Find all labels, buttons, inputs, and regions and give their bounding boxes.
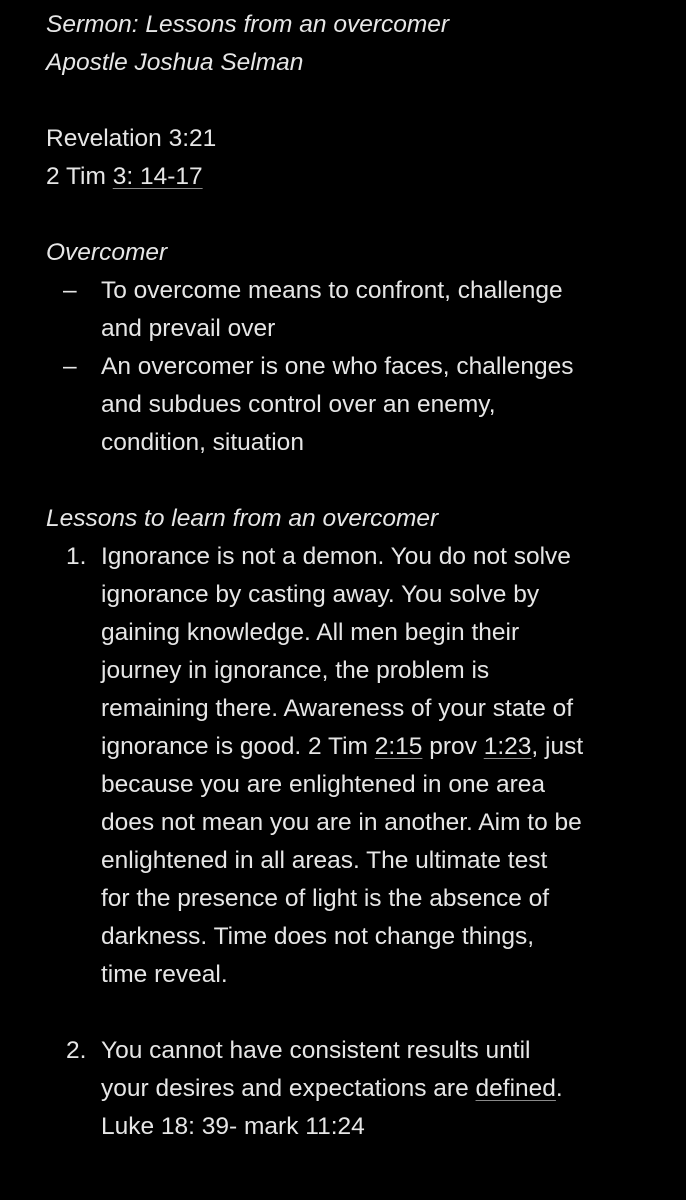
speaker-name: Apostle Joshua Selman [46,49,304,76]
scripture-ref-2-prefix: 2 Tim [46,163,113,190]
lessons-heading: Lessons to learn from an overcomer [46,505,439,532]
lesson-1-line: darkness. Time does not change things, [101,923,535,950]
list-item [46,1032,656,1146]
lesson-2-line: You cannot have consistent results until [101,1037,531,1064]
lessons-numbered-list [46,538,656,1146]
bullet-1-line-1: To overcome means to confront, challenge [101,277,563,304]
scripture-link-2-15[interactable]: 2:15 [374,733,423,760]
scripture-link-2tim-3-14[interactable]: 3: 14-17 [112,163,203,190]
overcomer-bullet-list [46,272,656,462]
lesson-1-line: because you are enlightened in one area [101,771,546,798]
bullet-2-line-2: and subdues control over an enemy, [101,391,496,418]
sermon-title: Sermon: Lessons from an overcomer [46,11,450,38]
blank-line [46,82,656,120]
lesson-2-text: your desires and expectations are [101,1075,476,1102]
note-body[interactable] [46,6,656,1146]
bullet-1-line-2: and prevail over [101,315,276,342]
list-item [46,348,656,462]
lesson-1-line: does not mean you are in another. Aim to be [101,809,582,836]
lesson-1-text: ignorance is good. 2 Tim [101,733,375,760]
list-item [46,538,656,994]
overcomer-heading: Overcomer [46,239,168,266]
blank-line [46,994,656,1032]
bullet-2-line-3: condition, situation [101,429,304,456]
lesson-1-line: remaining there. Awareness of your state of [101,695,574,722]
lesson-1-line: enlightened in all areas. The ultimate test [101,847,548,874]
lesson-1-line: ignorance by casting away. You solve by [101,581,540,608]
lesson-2-text: . [555,1075,563,1102]
lesson-1-line: gaining knowledge. All men begin their [101,619,520,646]
lesson-2-line: Luke 18: 39- mark 11:24 [101,1113,365,1140]
lesson-1-line: journey in ignorance, the problem is [101,657,490,684]
dash-bullet-icon: – [63,277,77,304]
scripture-link-1-23[interactable]: 1:23 [483,733,532,760]
lesson-1-line: for the presence of light is the absence of [101,885,550,912]
word-link-defined[interactable]: defined [475,1075,556,1102]
list-item [46,272,656,348]
lesson-1-text: prov [422,733,484,760]
lesson-1-line: time reveal. [101,961,228,988]
lesson-1-line-with-links [101,728,656,766]
scripture-ref-2 [46,158,656,196]
lesson-1-line: Ignorance is not a demon. You do not solve [101,543,571,570]
dash-bullet-icon: – [63,353,77,380]
scripture-ref-1: Revelation 3:21 [46,125,217,152]
lesson-2-line-with-link [101,1070,656,1108]
lesson-1-text: , just [531,733,584,760]
list-number: 1. [66,543,87,570]
list-number: 2. [66,1037,87,1064]
blank-line [46,196,656,234]
bullet-2-line-1: An overcomer is one who faces, challenges [101,353,574,380]
blank-line [46,462,656,500]
